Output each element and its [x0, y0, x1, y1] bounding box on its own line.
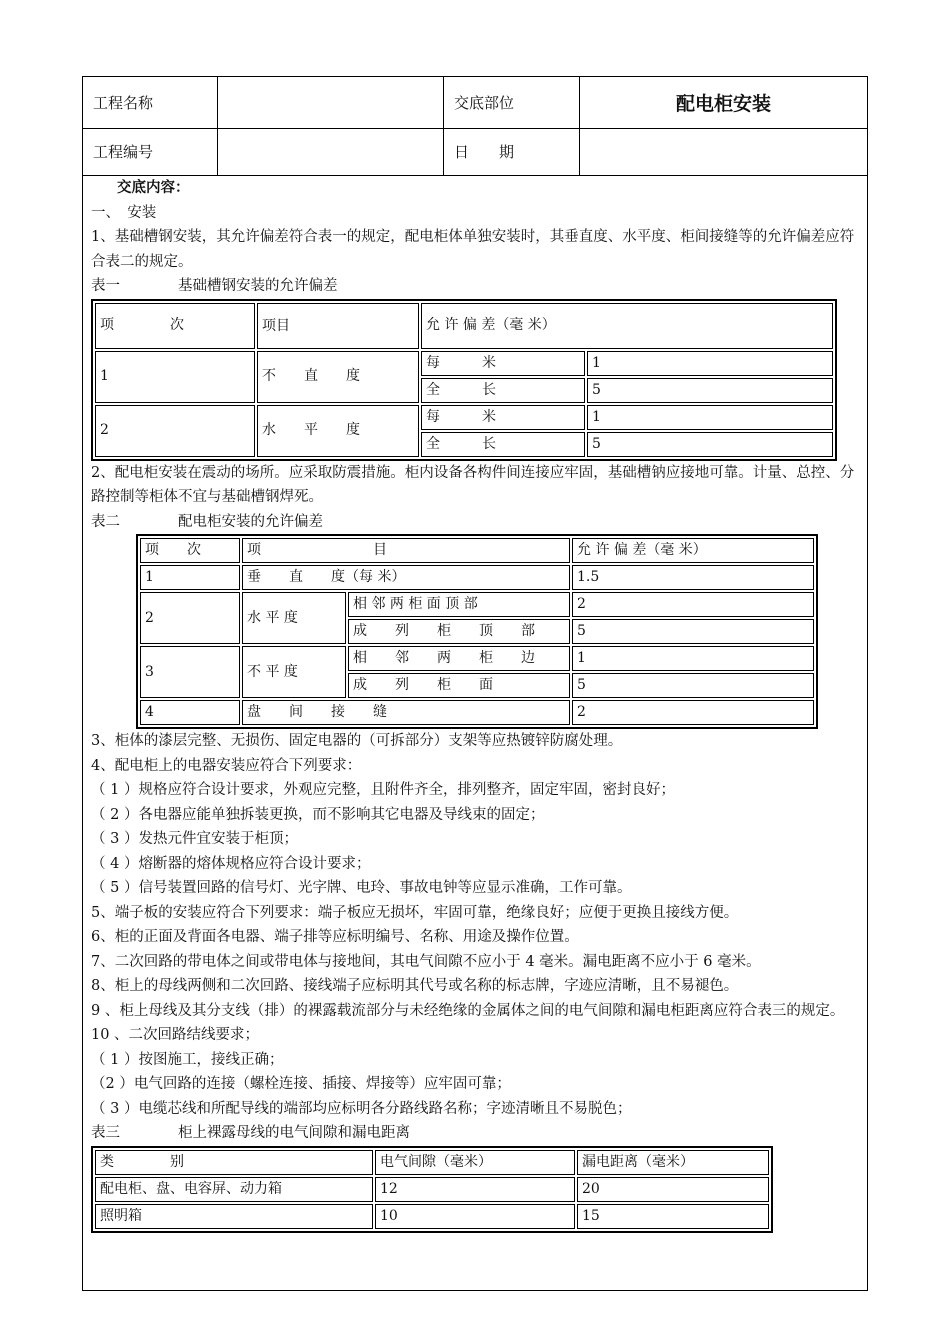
- table2-r3b-key: 成 列 柜 面: [348, 673, 570, 698]
- paragraph-6: 6、柜的正面及背面各电器、端子排等应标明编号、名称、用途及操作位置。: [91, 929, 579, 945]
- paragraph-10: 10 、二次回路结线要求；: [91, 1027, 260, 1043]
- table-row: [140, 646, 814, 671]
- project-name-value: [218, 77, 444, 128]
- table3-r2-gap: 10: [375, 1204, 575, 1229]
- table3-caption-number: 表三: [91, 1125, 120, 1141]
- table1-r1a-key: 每 米: [421, 351, 585, 376]
- table2-r2b-value: 5: [572, 619, 814, 644]
- paragraph-2: 2、配电柜安装在震动的场所。应采取防震措施。柜内设备各构件间连接应牢固，基础槽钠应接地可靠。计量、总控、分路控制等柜体不宜与基础槽钢焊死。: [91, 464, 855, 505]
- table1-caption-number: 表一: [91, 278, 120, 294]
- table1-r1b-key: 全 长: [421, 378, 585, 403]
- header-row-1: [83, 77, 867, 129]
- paragraph-1: 1、基础槽钢安装，其允许偏差符合表一的规定，配电柜体单独安装时，其垂直度、水平度、柜间接缝等的允许偏差应符合表二的规定。: [91, 229, 855, 270]
- table-row: [95, 351, 833, 376]
- table2-header-item: 项 次: [140, 538, 240, 563]
- table1-r1b-value: 5: [587, 378, 833, 403]
- table3-caption: [91, 1121, 861, 1146]
- table1-r2a-key: 每 米: [421, 405, 585, 430]
- table1-r2-no: 2: [95, 405, 255, 457]
- table1-caption-title: 基础槽钢安装的允许偏差: [178, 278, 338, 294]
- table2-r4-no: 4: [140, 700, 240, 725]
- table1-r1a-value: 1: [587, 351, 833, 376]
- table2-r2a-key: 相 邻 两 柜 面 顶 部: [348, 592, 570, 617]
- table2-r3a-key: 相 邻 两 柜 边: [348, 646, 570, 671]
- paragraph-10-2: （2 ）电气回路的连接（螺栓连接、插接、焊接等）应牢固可靠；: [91, 1076, 511, 1092]
- table2-cabinet-tolerance: [136, 534, 818, 729]
- table-row: [95, 303, 833, 349]
- project-no-value: [218, 128, 444, 175]
- table2-r3a-value: 1: [572, 646, 814, 671]
- date-label: 日 期: [444, 128, 580, 175]
- table2-r4-value: 2: [572, 700, 814, 725]
- table1-header-item: 项 次: [95, 303, 255, 349]
- disclosure-content: [91, 176, 861, 1233]
- paragraph-4: 4、配电柜上的电器安装应符合下列要求：: [91, 757, 362, 774]
- table3-r1-leak: 20: [577, 1177, 769, 1202]
- table2-r3-no: 3: [140, 646, 240, 698]
- section-install: 一、 安装: [91, 204, 157, 221]
- table2-r2a-value: 2: [572, 592, 814, 617]
- table-row: [95, 1150, 769, 1175]
- paragraph-10-1: （ 1 ）按图施工，接线正确；: [91, 1051, 284, 1068]
- paragraph-5: 5、端子板的安装应符合下列要求：端子板应无损坏，牢固可靠，绝缘良好；应便于更换且接线方便。: [91, 904, 739, 921]
- paragraph-3: 3、柜体的漆层完整、无损伤、固定电器的（可拆部分）支架等应热镀锌防腐处理。: [91, 733, 623, 749]
- table1-channel-steel-tolerance: [91, 299, 837, 461]
- table2-caption-title: 配电柜安装的允许偏差: [178, 513, 323, 530]
- table2-r3b-value: 5: [572, 673, 814, 698]
- disclosure-form: [82, 76, 868, 1291]
- table2-r2-no: 2: [140, 592, 240, 644]
- table1-caption: [91, 274, 861, 299]
- date-value: [580, 128, 867, 175]
- table1-r2-name: 水 平 度: [257, 405, 419, 457]
- table3-r1-gap: 12: [375, 1177, 575, 1202]
- table-row: [95, 1204, 769, 1229]
- table2-r2-name: 水 平 度: [242, 592, 346, 644]
- paragraph-10-3: （ 3 ）电缆芯线和所配导线的端部均应标明各分路线路名称；字迹清晰且不易脱色；: [91, 1100, 632, 1117]
- table3-r2-category: 照明箱: [95, 1204, 373, 1229]
- table3-r2-leak: 15: [577, 1204, 769, 1229]
- paragraph-4-2: （ 2 ）各电器应能单独拆装更换，而不影响其它电器及导线束的固定；: [91, 806, 545, 823]
- paragraph-7: 7、二次回路的带电体之间或带电体与接地间，其电气间隙不应小于 4 毫米。漏电距离不应小于 6 毫米。: [91, 953, 761, 970]
- table3-clearance-distance: [91, 1146, 773, 1233]
- table2-r2b-key: 成 列 柜 顶 部: [348, 619, 570, 644]
- table1-r2b-value: 5: [587, 432, 833, 457]
- table3-header-gap: 电气间隙（毫米）: [375, 1150, 575, 1175]
- table1-r1-no: 1: [95, 351, 255, 403]
- table3-header-leak: 漏电距离（毫米）: [577, 1150, 769, 1175]
- table3-header-category: 类 别: [95, 1150, 373, 1175]
- paragraph-4-3: （ 3 ）发热元件宜安装于柜顶；: [91, 831, 298, 847]
- table2-caption-number: 表二: [91, 513, 120, 530]
- project-no-label: 工程编号: [83, 128, 218, 175]
- table-row: [140, 538, 814, 563]
- project-name-label: 工程名称: [83, 77, 218, 128]
- table2-r4-name: 盘 间 接 缝: [242, 700, 570, 725]
- paragraph-4-1: （ 1 ）规格应符合设计要求，外观应完整，且附件齐全，排列整齐，固定牢固，密封良好；: [91, 782, 675, 798]
- table2-r1-no: 1: [140, 565, 240, 590]
- header-row-2: [83, 128, 867, 176]
- table1-r1-name: 不 直 度: [257, 351, 419, 403]
- table-row: [95, 405, 833, 430]
- table1-header-project: 项目: [257, 303, 419, 349]
- paragraph-4-4: （ 4 ）熔断器的熔体规格应符合设计要求；: [91, 855, 371, 872]
- table3-caption-title: 柜上裸露母线的电气间隙和漏电距离: [178, 1125, 410, 1141]
- table1-r2b-key: 全 长: [421, 432, 585, 457]
- table-row: [140, 700, 814, 725]
- table1-header-tolerance: 允 许 偏 差（毫 米）: [421, 303, 833, 349]
- table-row: [140, 565, 814, 590]
- location-label: 交底部位: [444, 77, 580, 128]
- table2-header-project: 项 目: [242, 538, 570, 563]
- table-row: [140, 592, 814, 617]
- table-row: [95, 1177, 769, 1202]
- table2-r1-value: 1.5: [572, 565, 814, 590]
- paragraph-4-5: （ 5 ）信号装置回路的信号灯、光字牌、电玲、事故电钟等应显示准确，工作可靠。: [91, 880, 632, 896]
- table3-r1-category: 配电柜、盘、电容屏、动力箱: [95, 1177, 373, 1202]
- paragraph-9: 9 、柜上母线及其分支线（排）的裸露载流部分与未经绝缘的金属体之间的电气间隙和漏电柜距离应符合表三的规定。: [91, 1002, 845, 1019]
- table2-caption: [91, 510, 861, 535]
- paragraph-8: 8、柜上的母线两侧和二次回路、接线端子应标明其代号或名称的标志牌，字迹应清晰，且不易褪色。: [91, 978, 739, 994]
- table2-r3-name: 不 平 度: [242, 646, 346, 698]
- table2-r1-name: 垂 直 度（每 米）: [242, 565, 570, 590]
- page-title: 配电柜安装: [675, 93, 771, 115]
- table1-r2a-value: 1: [587, 405, 833, 430]
- content-heading: 交底内容：: [117, 180, 190, 196]
- table2-header-tolerance: 允 许 偏 差（毫 米）: [572, 538, 814, 563]
